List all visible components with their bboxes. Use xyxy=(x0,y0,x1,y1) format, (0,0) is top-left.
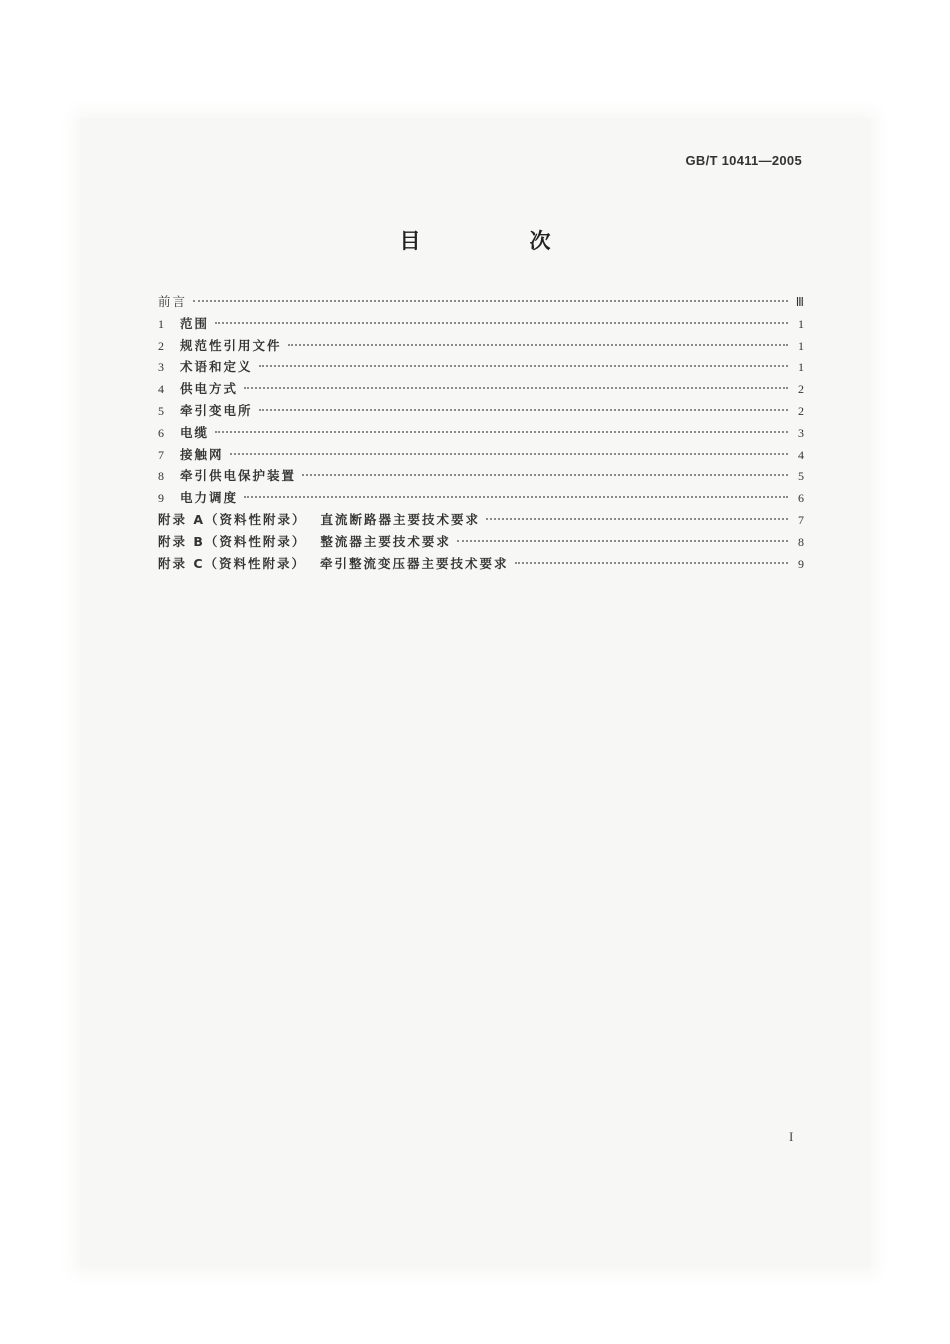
toc-entry-label: 牵引变电所 xyxy=(180,402,253,418)
appendix-title: 整流器主要技术要求 xyxy=(320,533,451,549)
dot-leader xyxy=(288,344,788,346)
toc-entry-page: 1 xyxy=(798,360,804,375)
toc-entry-number: 9 xyxy=(158,491,164,506)
dot-leader xyxy=(215,431,788,433)
appendix-label: 附录 B（资料性附录） xyxy=(158,533,307,549)
toc-entry-label: 术语和定义 xyxy=(180,359,253,375)
toc-entry-number: 3 xyxy=(158,360,164,375)
page-number: I xyxy=(789,1129,794,1144)
dot-leader xyxy=(215,322,788,324)
dot-leader xyxy=(515,562,788,564)
toc-entry-page: 6 xyxy=(798,491,804,506)
toc-entry-number: 2 xyxy=(158,338,164,353)
toc-entry-page: 8 xyxy=(798,534,804,549)
dot-leader xyxy=(259,409,788,411)
toc-entry-page: 5 xyxy=(798,469,804,484)
toc-entry-label: 范围 xyxy=(180,315,210,331)
toc-entry-1[interactable] xyxy=(158,313,804,335)
toc-entry-page: Ⅲ xyxy=(795,295,804,309)
dot-leader xyxy=(486,518,788,520)
toc-entry-number: 1 xyxy=(158,316,164,331)
toc-entry-number: 6 xyxy=(158,425,164,440)
toc-entry-7[interactable] xyxy=(158,444,804,466)
toc-entry-label: 供电方式 xyxy=(180,381,239,397)
toc-entry-3[interactable] xyxy=(158,356,804,378)
toc-entry-page: 7 xyxy=(798,512,804,527)
dot-leader xyxy=(244,496,788,498)
appendix-title: 牵引整流变压器主要技术要求 xyxy=(320,555,509,571)
toc-title: 目 次 xyxy=(399,229,595,253)
toc-entry-label: 电缆 xyxy=(180,424,210,440)
toc-entry-appendix-b[interactable] xyxy=(158,531,804,553)
toc-entry-5[interactable] xyxy=(158,400,804,422)
toc-entry-number: 8 xyxy=(158,469,164,484)
toc-entry-number: 4 xyxy=(158,382,164,397)
dot-leader xyxy=(193,300,788,302)
dot-leader xyxy=(244,387,788,389)
dot-leader xyxy=(259,365,788,367)
toc-entry-label: 电力调度 xyxy=(180,490,239,506)
toc-entry-appendix-c[interactable] xyxy=(158,553,804,575)
toc-entry-8[interactable] xyxy=(158,465,804,487)
toc-entry-number: 7 xyxy=(158,447,164,462)
toc-entry-label: 规范性引用文件 xyxy=(180,337,282,353)
toc-entry-number: 5 xyxy=(158,403,164,418)
standard-code: GB/T 10411—2005 xyxy=(685,153,802,168)
toc-entry-page: 2 xyxy=(798,403,804,418)
toc-entry-9[interactable] xyxy=(158,487,804,509)
toc-entry-6[interactable] xyxy=(158,422,804,444)
toc-entry-page: 3 xyxy=(798,425,804,440)
toc-entry-page: 2 xyxy=(798,382,804,397)
toc-entry-page: 1 xyxy=(798,338,804,353)
appendix-title: 直流断路器主要技术要求 xyxy=(320,511,481,527)
toc-entry-2[interactable] xyxy=(158,335,804,357)
toc-entry-page: 1 xyxy=(798,316,804,331)
toc-entry-page: 9 xyxy=(798,556,804,571)
table-of-contents xyxy=(158,291,804,574)
toc-entry-4[interactable] xyxy=(158,378,804,400)
dot-leader xyxy=(230,453,788,455)
toc-entry-label: 前言 xyxy=(158,294,188,309)
toc-entry-appendix-a[interactable] xyxy=(158,509,804,531)
appendix-label: 附录 C（资料性附录） xyxy=(158,555,307,571)
dot-leader xyxy=(302,474,788,476)
toc-entry-label: 牵引供电保护装置 xyxy=(180,468,297,484)
toc-entry-foreword[interactable] xyxy=(158,291,804,313)
appendix-label: 附录 A（资料性附录） xyxy=(158,511,307,527)
dot-leader xyxy=(457,540,788,542)
toc-entry-page: 4 xyxy=(798,447,804,462)
toc-entry-label: 接触网 xyxy=(180,446,224,462)
